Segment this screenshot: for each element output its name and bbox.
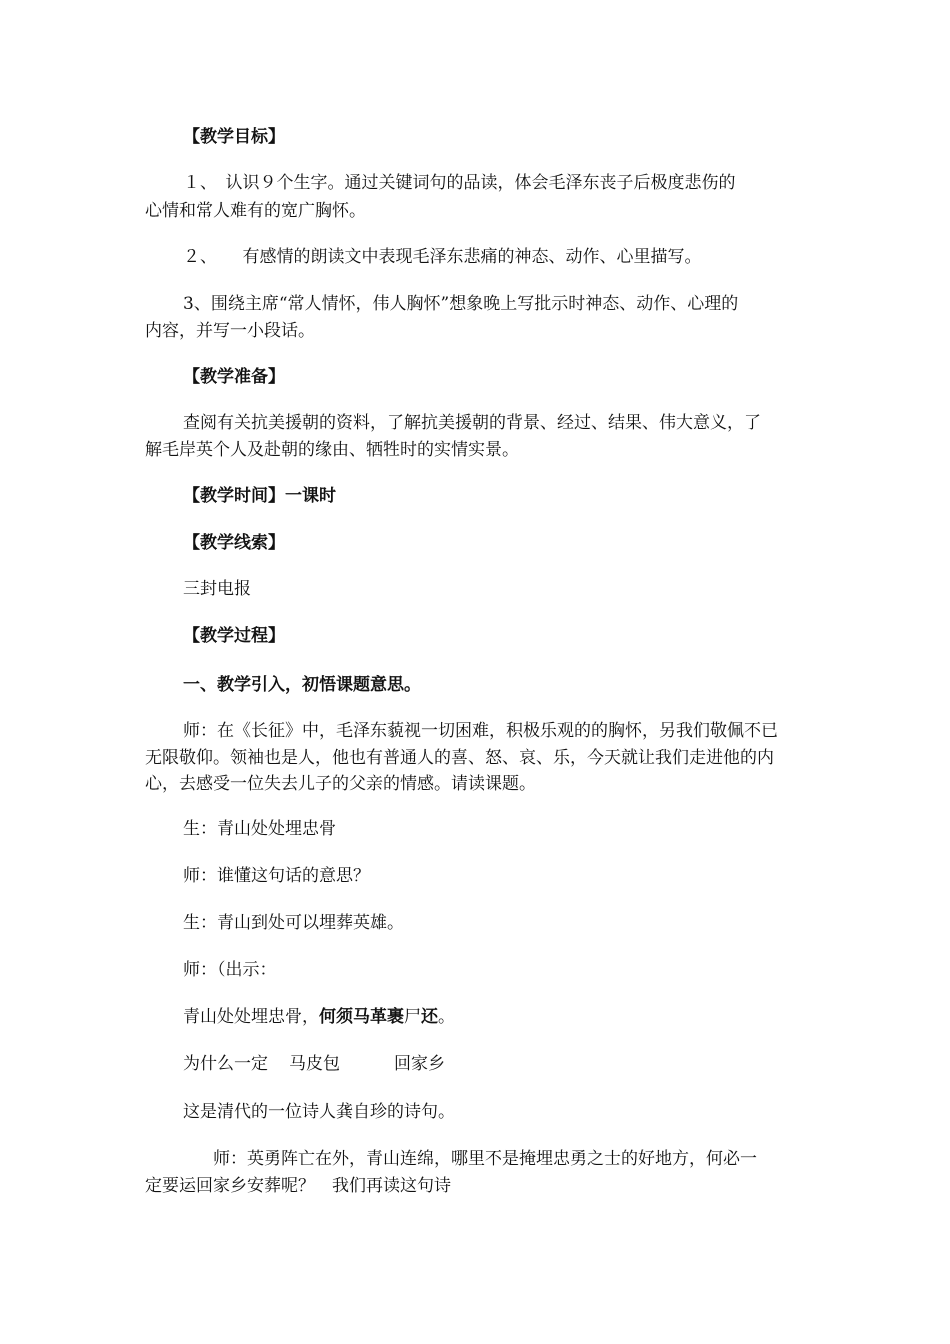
teacher-explain-line-2: 定要运回家乡安葬呢？ 我们再读这句诗 bbox=[145, 1176, 451, 1196]
poem-part-plain: 青山处处埋忠骨， bbox=[183, 1007, 319, 1027]
poem-part-bold: 何须马革裹 bbox=[319, 1007, 404, 1027]
poem-line bbox=[183, 1006, 455, 1028]
poem-gloss-3: 回家乡 bbox=[394, 1054, 445, 1074]
teacher-intro-line-1: 师：在《长征》中，毛泽东藐视一切困难，积极乐观的的胸怀，另我们敬佩不已 bbox=[183, 721, 778, 741]
objective-item-1-line-2: 心情和常人难有的宽广胸怀。 bbox=[145, 201, 366, 221]
poem-gloss-2: 马皮包 bbox=[289, 1054, 340, 1074]
objective-item-3-line-2: 内容，并写一小段话。 bbox=[145, 321, 315, 341]
preparation-line-1: 查阅有关抗美援朝的资料，了解抗美援朝的背景、经过、结果、伟大意义，了 bbox=[183, 413, 761, 433]
time-heading: 【教学时间】一课时 bbox=[183, 486, 336, 506]
teacher-show: 师：（出示： bbox=[183, 960, 277, 980]
poem-gloss-1: 为什么一定 bbox=[183, 1054, 268, 1074]
section-1-title: 一、教学引入，初悟课题意思。 bbox=[183, 675, 421, 695]
clue-text: 三封电报 bbox=[183, 579, 251, 599]
poem-part-return: 还 bbox=[421, 1007, 438, 1027]
objectives-heading: 【教学目标】 bbox=[183, 127, 285, 147]
poem-part-corpse: 尸 bbox=[404, 1007, 421, 1027]
poem-source: 这是清代的一位诗人龚自珍的诗句。 bbox=[183, 1102, 455, 1122]
student-answer-1: 生：青山处处埋忠骨 bbox=[183, 819, 336, 839]
clue-heading: 【教学线索】 bbox=[183, 533, 285, 553]
objective-item-2: ２、 有感情的朗读文中表现毛泽东悲痛的神态、动作、心里描写。 bbox=[183, 247, 702, 267]
poem-part-period: 。 bbox=[438, 1007, 455, 1027]
preparation-line-2: 解毛岸英个人及赴朝的缘由、牺牲时的实情实景。 bbox=[145, 440, 519, 460]
student-answer-2: 生：青山到处可以埋葬英雄。 bbox=[183, 913, 404, 933]
teacher-intro-line-3: 心，去感受一位失去儿子的父亲的情感。请读课题。 bbox=[145, 774, 536, 794]
process-heading: 【教学过程】 bbox=[183, 626, 285, 646]
teacher-explain-line-1: 师：英勇阵亡在外，青山连绵，哪里不是掩埋忠勇之士的好地方，何必一 bbox=[213, 1149, 757, 1169]
preparation-heading: 【教学准备】 bbox=[183, 367, 285, 387]
objective-item-1-line-1: １、 认识９个生字。通过关键词句的品读，体会毛泽东丧子后极度悲伤的 bbox=[183, 173, 736, 193]
teacher-intro-line-2: 无限敬仰。领袖也是人，他也有普通人的喜、怒、哀、乐，今天就让我们走进他的内 bbox=[145, 748, 774, 768]
teacher-question-2: 师：谁懂这句话的意思？ bbox=[183, 866, 370, 886]
objective-item-3-line-1: 3、围绕主席“常人情怀，伟人胸怀”想象晚上写批示时神态、动作、心理的 bbox=[183, 294, 739, 314]
